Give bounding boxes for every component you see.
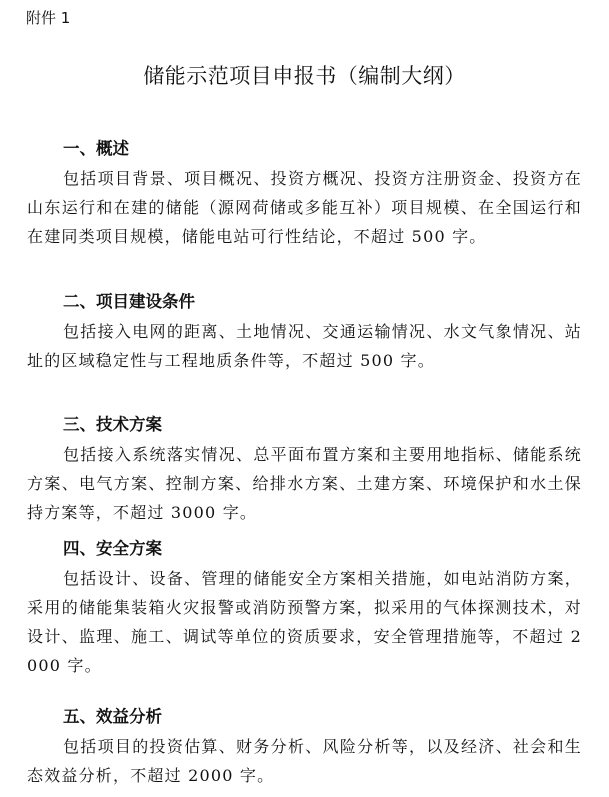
document-title: 储能示范项目申报书（编制大纲） — [143, 64, 466, 88]
section-body: 包括项目背景、项目概况、投资方概况、投资方注册资金、投资方在山东运行和在建的储能（源网荷储或多能互补）项目规模、在全国运行和在建同类项目规模，储能电站可行性结论，不超过 500 字。 — [27, 169, 582, 246]
section-heading: 三、技术方案 — [63, 415, 162, 434]
section-heading: 五、效益分析 — [63, 707, 162, 726]
section-heading: 四、安全方案 — [63, 539, 162, 558]
section-construction-conditions — [27, 289, 582, 375]
section-benefit-analysis — [27, 704, 582, 790]
section-body: 包括接入电网的距离、土地情况、交通运输情况、水文气象情况、站址的区域稳定性与工程地质条件等，不超过 500 字。 — [27, 322, 582, 370]
section-heading: 一、概述 — [63, 139, 129, 158]
section-body: 包括接入系统落实情况、总平面布置方案和主要用地指标、储能系统方案、电气方案、控制方案、给排水方案、土建方案、环境保护和水土保持方案等，不超过 3000 字。 — [27, 445, 582, 522]
section-heading: 二、项目建设条件 — [63, 292, 195, 311]
annex-label: 附件 1 — [26, 9, 71, 27]
section-overview — [27, 136, 582, 251]
section-technical-plan — [27, 412, 582, 527]
section-body: 包括设计、设备、管理的储能安全方案相关措施，如电站消防方案，采用的储能集装箱火灾报警或消防预警方案，拟采用的气体探测技术，对设计、监理、施工、调试等单位的资质要求，安全管理措施等，不超过 2000 字。 — [27, 569, 582, 675]
section-safety-plan — [27, 536, 582, 680]
section-body: 包括项目的投资估算、财务分析、风险分析等，以及经济、社会和生态效益分析，不超过 2000 字。 — [27, 737, 582, 785]
